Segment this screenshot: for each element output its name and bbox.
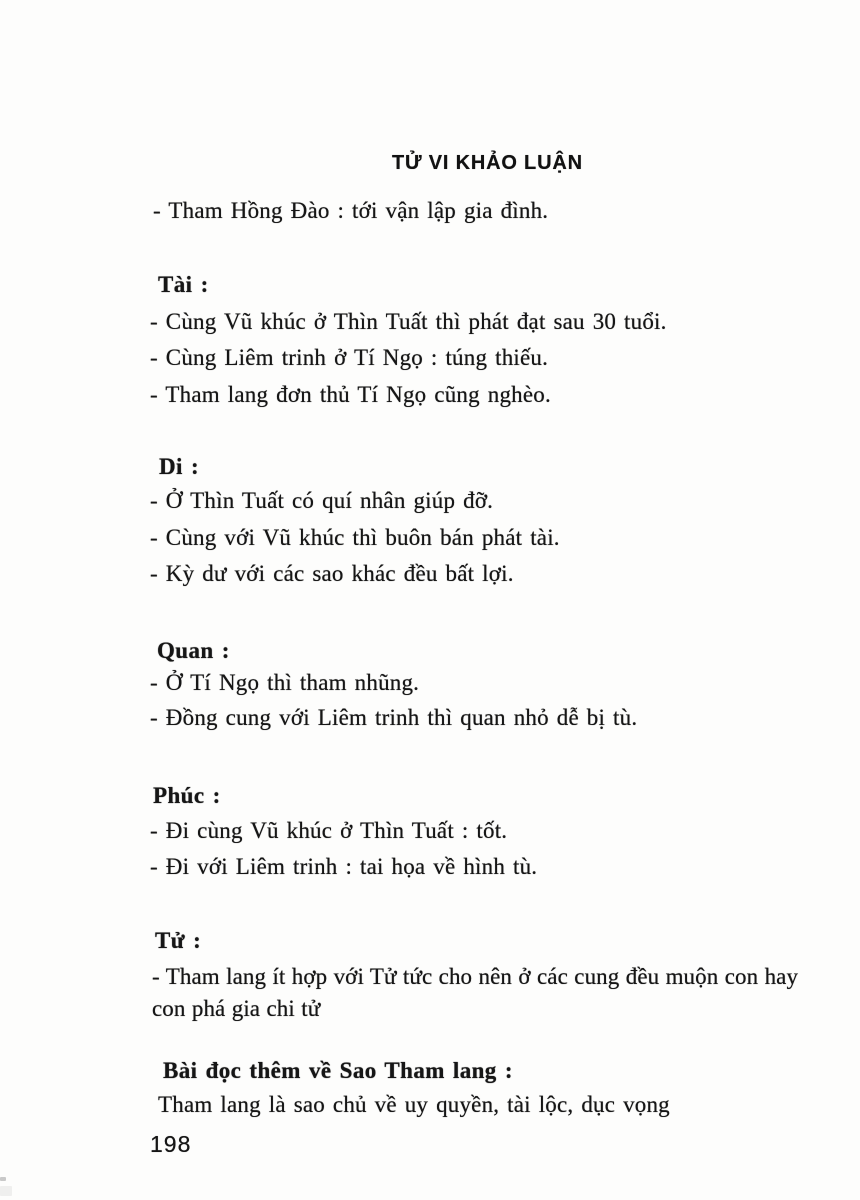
scan-speck — [0, 1186, 12, 1196]
section-heading-di: Di : — [159, 454, 200, 479]
page-number: 198 — [150, 1131, 192, 1157]
section-item: - Ở Tí Ngọ thì tham nhũng. — [150, 670, 420, 695]
addendum-body: Tham lang là sao chủ về uy quyền, tài lộc, dục vọng — [158, 1092, 670, 1117]
section-item: - Kỳ dư với các sao khác đều bất lợi. — [150, 561, 514, 586]
section-item: - Đi với Liêm trinh : tai họa về hình tù. — [150, 854, 538, 879]
scan-speck — [0, 1177, 6, 1181]
section-item: - Cùng Liêm trinh ở Tí Ngọ : túng thiếu. — [150, 345, 549, 370]
section-item: - Tham lang đơn thủ Tí Ngọ cũng nghèo. — [150, 382, 551, 407]
page-title: TỬ VI KHẢO LUẬN — [392, 152, 583, 174]
section-item: - Đi cùng Vũ khúc ở Thìn Tuất : tốt. — [150, 818, 508, 843]
section-item: - Đồng cung với Liêm trinh thì quan nhỏ dễ bị tù. — [150, 705, 638, 730]
section-heading-tai: Tài : — [158, 272, 209, 297]
section-heading-tu: Tử : — [155, 928, 202, 953]
section-item: - Tham lang ít hợp với Tử tức cho nên ở các cung đều muộn con hay con phá gia chi tử — [152, 964, 799, 1021]
section-item: - Ở Thìn Tuất có quí nhân giúp đỡ. — [150, 488, 494, 513]
section-heading-quan: Quan : — [157, 638, 230, 663]
section-item: - Cùng với Vũ khúc thì buôn bán phát tài. — [150, 525, 560, 550]
addendum-heading: Bài đọc thêm về Sao Tham lang : — [163, 1058, 513, 1083]
intro-line: - Tham Hồng Đào : tới vận lập gia đình. — [153, 198, 549, 223]
section-item: - Cùng Vũ khúc ở Thìn Tuất thì phát đạt sau 30 tuổi. — [150, 309, 667, 334]
section-heading-phuc: Phúc : — [153, 783, 221, 808]
